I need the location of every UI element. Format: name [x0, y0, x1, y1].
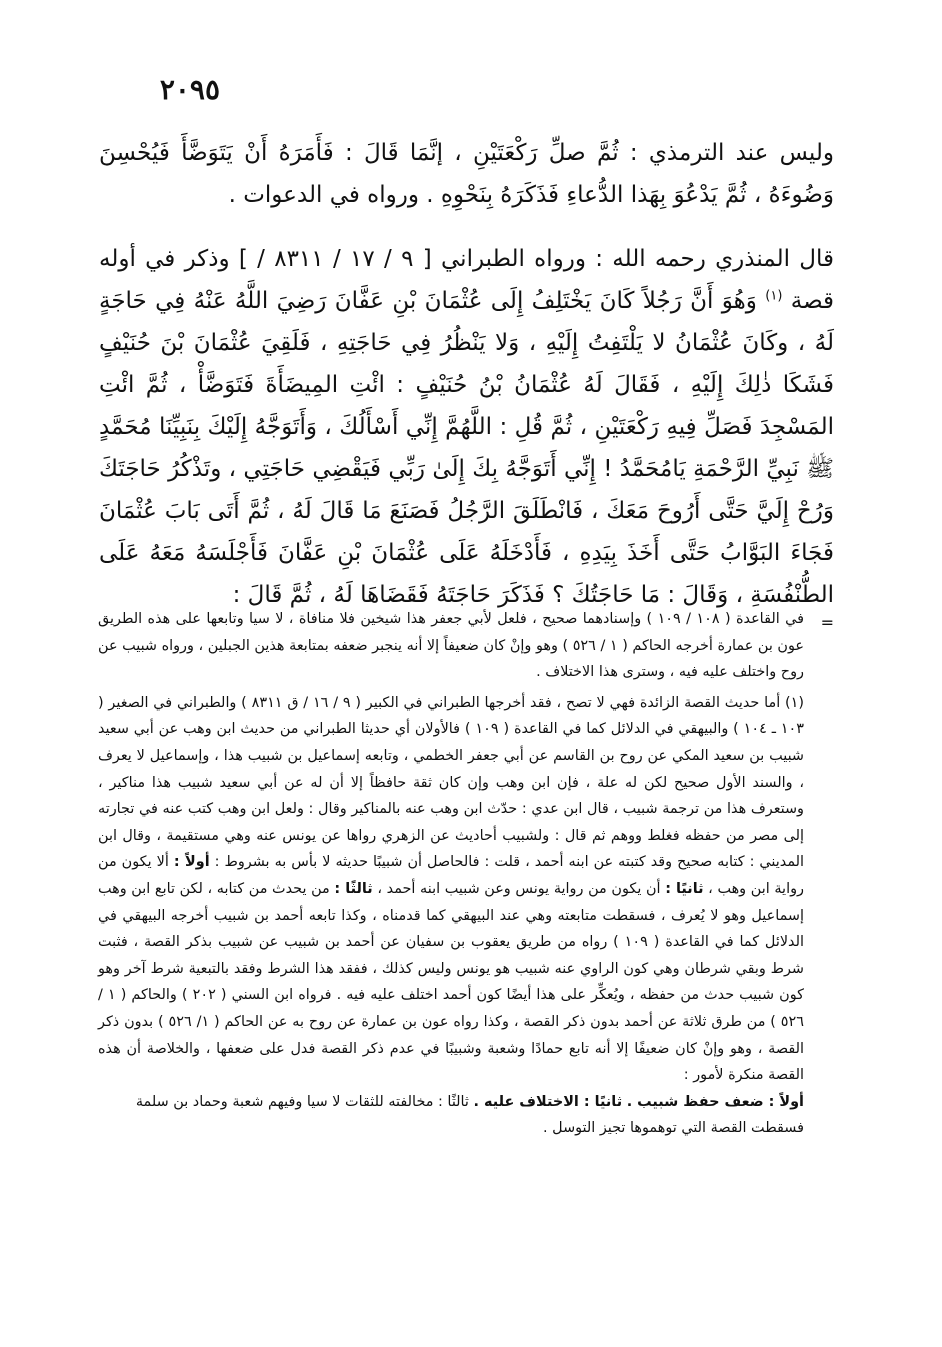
footnote-1	[98, 690, 804, 1089]
condition-third-label: ثالثًا :	[334, 880, 373, 897]
summary-third: ثالثًا : مخالفته للثقات لا سيا وفيهم شعبة وحماد بن سلمة	[135, 1093, 469, 1110]
condition-first-label: أولاً :	[173, 854, 210, 871]
hadith-paragraph	[99, 238, 834, 616]
footnote-1-text: أما حديث القصة الزائدة فهي لا تصح ، فقد أخرجها الطبراني في الكبير ( ٩ / ١٦ / ق ٨٣١١ ) والطبراني في الصغير ( ١٠٣ ـ ١٠٤ ) والبيهقي في الدلائل كما في القاعدة ( ١٠٩ ) فالأولان أي حديثا الطبراني من حديث ابن وهب عن أبي سعيد شبيب بن سعيد المكي عن روح بن القاسم عن أبي جعفر الخطمي ، وتابعه إسماعيل بن شبيب هذا ، وإسماعيل لا يعرف ، والسند الأول صحيح لكن له علة ، فإن ابن وهب وإن كان ثقة حافظاً إلا أن له عن أبي سعيد شبيب هذا مناكير ، وستعرف هذا من ترجمة شبيب ، قال ابن عدي : حدّث ابن وهب عنه بالمناكير وقال : ولعل ابن وهب كتب عنه في تجارته إلى مصر من حفظه فغلط ووهم ثم قال : ولشبيب أحاديث عن الزهري رواها عن يونس عنه وهي مستقيمة ، وقال ابن المديني : كتابه صحيح وقد كتبته عن ابنه أحمد ، قلت : فالحاصل أن شبيبًا حديثه لا بأس به بشروط :	[98, 694, 805, 871]
summary-line	[98, 1089, 804, 1116]
conclusion-line: فسقطت القصة التي توهموها تجيز التوسل .	[543, 1120, 804, 1137]
hadith-story: وَهُوَ أَنَّ رَجُلاً كَانَ يَخْتَلِفُ إِلَى عُثْمَانَ بْنِ عَفَّانَ رَضِيَ اللَّهُ عَنْهُ فِي حَاجَةٍ لَهُ ، وكَانَ عُثْمَانُ لا يَلْتَفِتُ إِلَيْهِ ، وَلا يَنْظُرُ فِي حَاجَتِهِ ، فَلَقِيَ عُثْمَانَ بْنَ حُنَيْفٍ فَشَكَا ذٰلِكَ إِلَيْهِ ، فَقَالَ لَهُ عُثْمَانُ بْنُ حُنَيْفٍ : ائْتِ المِيضَأَةَ فَتَوَضَّأْ ، ثُمَّ ائْتِ المَسْجِدَ فَصَلِّ فِيهِ رَكْعَتَيْنِ ، ثُمَّ قُلِ : اللَّهُمَّ إِنِّي أَسْأَلُكَ ، وَأَتَوَجَّهُ إِلَيْكَ بِنَبِيِّنَا مُحَمَّدٍ ﷺ نَبِيِّ الرَّحْمَةِ يَامُحَمَّدُ ! إِنِّي أَتَوَجَّهُ بِكَ إِلَىٰ رَبِّي فَيَقْضِي حَاجَتِي ، وتَذْكُرُ حَاجَتَكَ وَرُحْ إِلَيَّ حَتَّى أَرُوحَ مَعَكَ ، فَانْطَلَقَ الرَّجُلُ فَصَنَعَ مَا قَالَ لَهُ ، ثُمَّ أَتَى بَابَ عُثْمَانَ فَجَاءَ البَوَّابُ حَتَّى أَخَذَ بِيَدِهِ ، فَأَدْخَلَهُ عَلَى عُثْمَانَ بْنِ عَفَّانَ فَأَجْلَسَهُ مَعَهُ عَلَى الطُّنْفُسَةِ ، وَقَالَ : مَا حَاجَتُكَ ؟ فَذَكَرَ حَاجَتَهُ فَقَضَاهَا لَهُ ، ثُمَّ قَالَ :	[99, 288, 834, 608]
footnote-continuation: في القاعدة ( ١٠٨ / ١٠٩ ) وإسنادهما صحيح ، فلعل لأبي جعفر هذا شيخين فلا منافاة ، لا سيا وتابعها على هذه الطريق عون بن عمارة أخرجه الحاكم ( ١ / ٥٢٦ ) وهو وإنْ كان ضعيفاً إلا أنه ينجبر ضعفه بمتابعة هذين الجبلين ، ورواه شبيب عن روح واختلف عليه فيه ، وسترى هذا الاختلاف .	[98, 611, 804, 681]
summary-second: ثانيًا : الاختلاف عليه .	[473, 1093, 623, 1110]
footnote-1-label: (١)	[785, 694, 805, 711]
condition-first-text: ألا يكون من رواية ابن وهب ،	[98, 854, 804, 897]
condition-second-text: أن يكون من رواية يونس وعن شبيب ابنه أحمد ،	[377, 880, 661, 897]
main-text	[99, 132, 834, 616]
page-number: ٢٠٩٥	[159, 73, 220, 106]
condition-third-text: من يحدث من كتابه ، لكن تابع ابن وهب إسماعيل وهو لا يُعرف ، فسقطت متابعته وهي عند البيهقي كما قدمناه ، وكذا تابعه أحمد بن شبيب أخرجه البيهقي في الدلائل كما في القاعدة ( ١٠٩ ) رواه من طريق يعقوب بن سفيان عن أحمد بن شبيب عن شبيب بذكر القصة ، فثبت شرط وبقي شرطان وهي كون الراوي عنه شبيب هو يونس وليس كذلك ، ففقد هذا الشرط وفقد بالتبعية شرط آخر وهو كون شبيب حدث من حفظه ، ويُعكِّر على هذا أيضًا كون أحمد اختلف عليه فيه . فرواه ابن السني ( ٢٠٢ ) والحاكم ( ١ / ٥٢٦ ) من طرق ثلاثة عن أحمد بدون ذكر القصة ، وكذا رواه عون بن عمارة عن روح به عن الحاكم ( ١/ ٥٢٦ ) بدون ذكر القصة ، وهو وإنْ كان ضعيفًا إلا أنه تابع حمادًا وشعبة وشبيبًا في عدم ذكر القصة فدل على ضعفها ، والخلاصة أن هذه القصة منكرة لأمور :	[98, 880, 804, 1084]
hadith-opening: قال المنذري رحمه الله : ورواه الطبراني [ ٩ / ١٧ / ٨٣١١ / ] وذكر في أوله قصة	[99, 246, 835, 314]
footnote-reference: (١)	[765, 288, 783, 304]
intro-paragraph: وليس عند الترمذي : ثُمَّ صلِّ رَكْعَتَيْنِ ، إنَّمَا قَالَ : فَأَمَرَهُ أَنْ يَتَوَضَّأَ فَيُحْسِنَ وَضُوءَهُ ، ثُمَّ يَدْعُوَ بِهَذا الدُّعاءِ فَذَكَرَهُ بِنَحْوِهِ . ورواه في الدعوات .	[99, 140, 834, 208]
condition-second-label: ثانيًا :	[665, 880, 704, 897]
footnotes	[98, 606, 804, 1142]
footnote-continuation-marker: =	[820, 613, 834, 632]
summary-first: أولاً : ضعف حفظ شبيب .	[626, 1093, 804, 1110]
